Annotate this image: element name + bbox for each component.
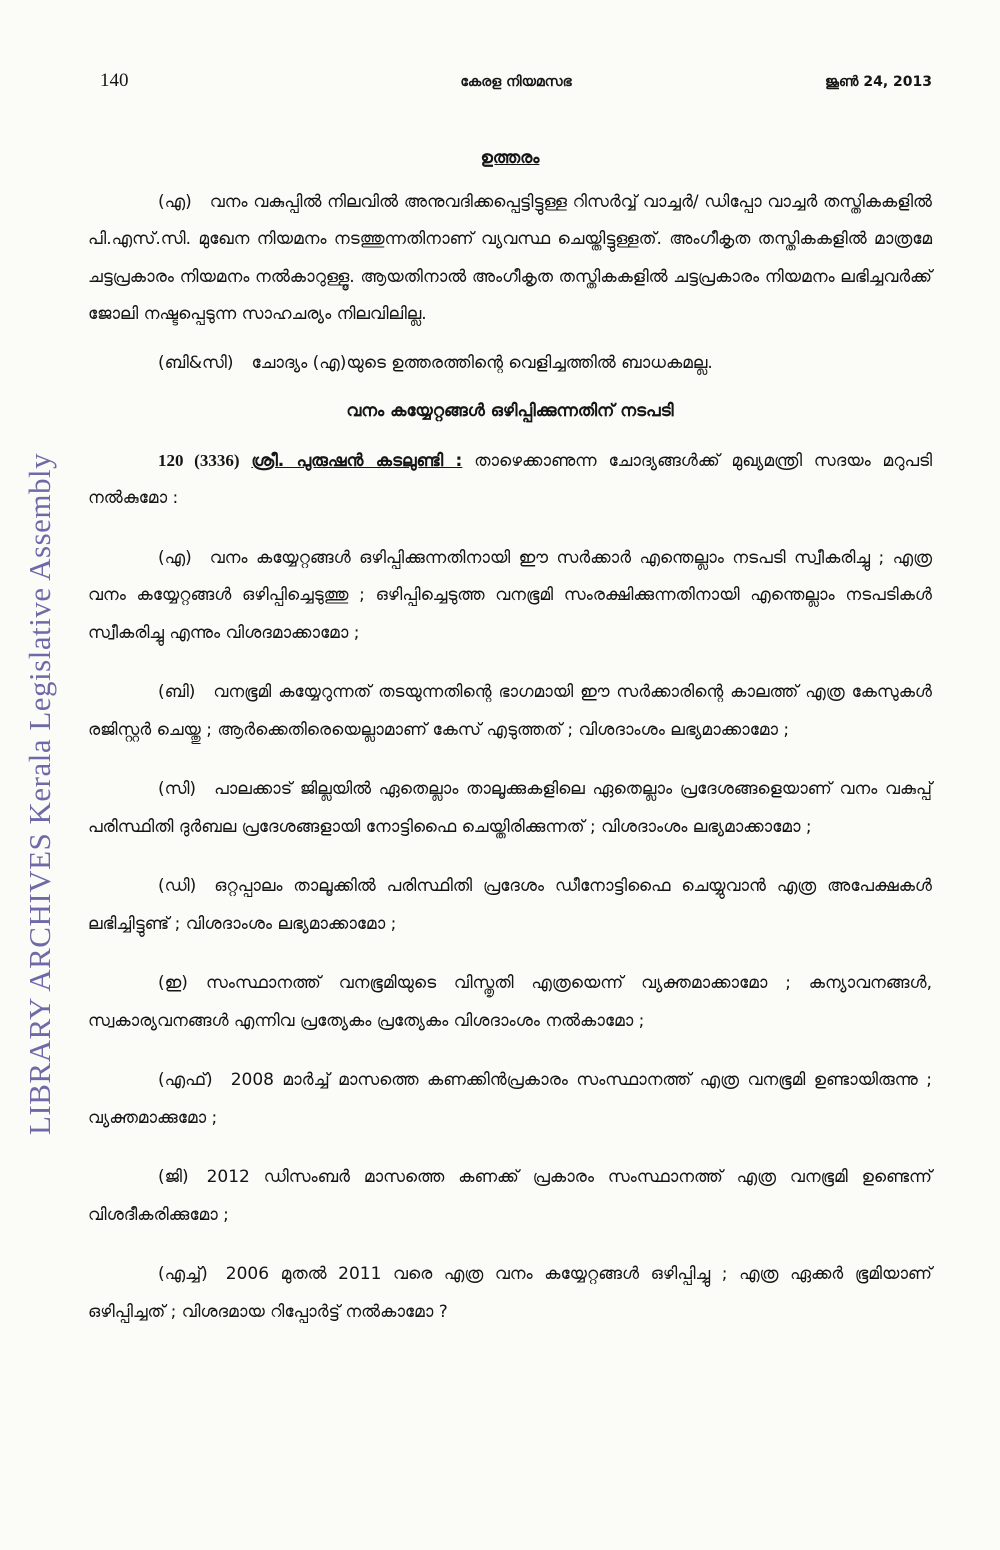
question-item-label: (ബി): [158, 682, 196, 702]
answer-bc: [88, 345, 932, 383]
question-item-label: (ഇ): [158, 973, 188, 993]
answer-a: [88, 184, 932, 334]
question-item-label: (ജി): [158, 1167, 189, 1187]
question-item-f: [88, 1062, 932, 1137]
page-number: 140: [100, 70, 129, 91]
question-item-text: 2008 മാർച്ച് മാസത്തെ കണക്കിൻപ്രകാരം സംസ്ഥാനത്ത് എത്ര വനഭൂമി ഉണ്ടായിരുന്നു ; വ്യക്തമാക്കുമോ ;: [88, 1070, 932, 1128]
header-title: കേരള നിയമസഭ: [460, 74, 572, 90]
question-intro-text: താഴെക്കാണുന്ന ചോദ്യങ്ങൾക്ക് മുഖ്യമന്ത്രി സദയം മറുപടി നൽകുമോ :: [88, 450, 933, 508]
question-item-a: [88, 540, 932, 653]
question-item-text: 2012 ഡിസംബർ മാസത്തെ കണക്ക് പ്രകാരം സംസ്ഥാനത്ത് എത്ര വനഭൂമി ഉണ്ടെന്ന് വിശദീകരിക്കുമോ ;: [88, 1167, 932, 1225]
question-number: 120 (3336): [158, 450, 240, 470]
archive-watermark: LIBRARY ARCHIVES Kerala Legislative Assembly: [22, 452, 57, 1135]
question-item-label: (സി): [158, 779, 197, 799]
question-intro: [88, 442, 932, 518]
answer-bc-label: (ബി&സി): [158, 352, 234, 373]
answer-bc-text: ചോദ്യം (എ)യുടെ ഉത്തരത്തിന്റെ വെളിച്ചത്തിൽ ബാധകമല്ല.: [251, 352, 713, 373]
question-item-text: 2006 മുതൽ 2011 വരെ എത്ര വനം കയ്യേറ്റങ്ങൾ ഒഴിപ്പിച്ചു ; എത്ര ഏക്കർ ഭൂമിയാണ് ഒഴിപ്പിച്ചത് ; വിശദമായ റിപ്പോർട്ട് നൽകാമോ ?: [88, 1264, 932, 1322]
question-item-text: പാലക്കാട് ജില്ലയിൽ ഏതെല്ലാം താലൂക്കുകളിലെ ഏതെല്ലാം പ്രദേശങ്ങളെയാണ് വനം വകുപ്പ് പരിസ്ഥിതി ദുർബല പ്രദേശങ്ങളായി നോട്ടിഫൈ ചെയ്തിരിക്കുന്നത് ; വിശദാംശം ലഭ്യമാക്കാമോ ;: [88, 779, 932, 837]
answer-a-text: വനം വകുപ്പിൽ നിലവിൽ അനുവദിക്കപ്പെട്ടിട്ടുള്ള റിസർവ്വ് വാച്ചർ/ ഡിപ്പോ വാച്ചർ തസ്തികകളിൽ പി.എസ്.സി. മുഖേന നിയമനം നടത്തുന്നതിനാണ് വ്യവസ്ഥ ചെയ്തിട്ടുള്ളത്. അംഗീകൃത തസ്തികകളിൽ മാത്രമേ ചട്ടപ്രകാരം നിയമനം നൽകാറുള്ളൂ. ആയതിനാൽ അംഗീകൃത തസ്തികകളിൽ ചട്ടപ്രകാരം നിയമനം ലഭിച്ചവർക്ക് ജോലി നഷ്ടപ്പെടുന്ന സാഹചര്യം നിലവിലില്ല.: [88, 191, 932, 324]
question-item-label: (ഡി): [158, 876, 197, 896]
question-title: വനം കയ്യേറ്റങ്ങൾ ഒഴിപ്പിക്കുന്നതിന് നടപടി: [346, 401, 674, 421]
answer-heading: ഉത്തരം: [480, 148, 540, 168]
question-item-label: (എഫ്): [158, 1070, 213, 1090]
question-item-label: (എ): [158, 547, 192, 568]
question-item-d: [88, 868, 932, 943]
page-header: [100, 70, 932, 98]
question-item-b: [88, 674, 932, 749]
question-item-h: [88, 1256, 932, 1331]
page-content: [88, 140, 932, 1353]
question-item-text: സംസ്ഥാനത്ത് വനഭൂമിയുടെ വിസ്തൃതി എത്രയെന്ന് വ്യക്തമാക്കാമോ ; കന്യാവനങ്ങൾ, സ്വകാര്യവനങ്ങൾ എന്നിവ പ്രത്യേകം പ്രത്യേകം വിശദാംശം നൽകാമോ ;: [88, 973, 932, 1031]
question-member: ശ്രീ. പുരുഷൻ കടലുണ്ടി :: [251, 450, 463, 471]
question-item-text: വനഭൂമി കയ്യേറുന്നത് തടയുന്നതിന്റെ ഭാഗമായി ഈ സർക്കാരിന്റെ കാലത്ത് എത്ര കേസുകൾ രജിസ്റ്റർ ചെയ്തു ; ആർക്കെതിരെയെല്ലാമാണ് കേസ് എടുത്തത് ; വിശദാംശം ലഭ്യമാക്കാമോ ;: [88, 682, 932, 740]
question-item-text: വനം കയ്യേറ്റങ്ങൾ ഒഴിപ്പിക്കുന്നതിനായി ഈ സർക്കാർ എന്തെല്ലാം നടപടി സ്വീകരിച്ചു ; എത്ര വനം കയ്യേറ്റങ്ങൾ ഒഴിപ്പിച്ചെടുത്തു ; ഒഴിപ്പിച്ചെടുത്ത വനഭൂമി സംരക്ഷിക്കുന്നതിനായി എന്തെല്ലാം നടപടികൾ സ്വീകരിച്ചു എന്നും വിശദമാക്കാമോ ;: [88, 547, 932, 643]
question-item-c: [88, 771, 932, 846]
question-item-text: ഒറ്റപ്പാലം താലൂക്കിൽ പരിസ്ഥിതി പ്രദേശം ഡീനോട്ടിഫൈ ചെയ്യുവാൻ എത്ര അപേക്ഷകൾ ലഭിച്ചിട്ടുണ്ട് ; വിശദാംശം ലഭ്യമാക്കാമോ ;: [88, 876, 932, 934]
answer-a-label: (എ): [158, 191, 192, 212]
header-date: ജൂൺ 24, 2013: [825, 74, 932, 90]
question-item-label: (എച്ച്): [158, 1264, 208, 1284]
question-item-e: [88, 965, 932, 1040]
question-item-g: [88, 1159, 932, 1234]
